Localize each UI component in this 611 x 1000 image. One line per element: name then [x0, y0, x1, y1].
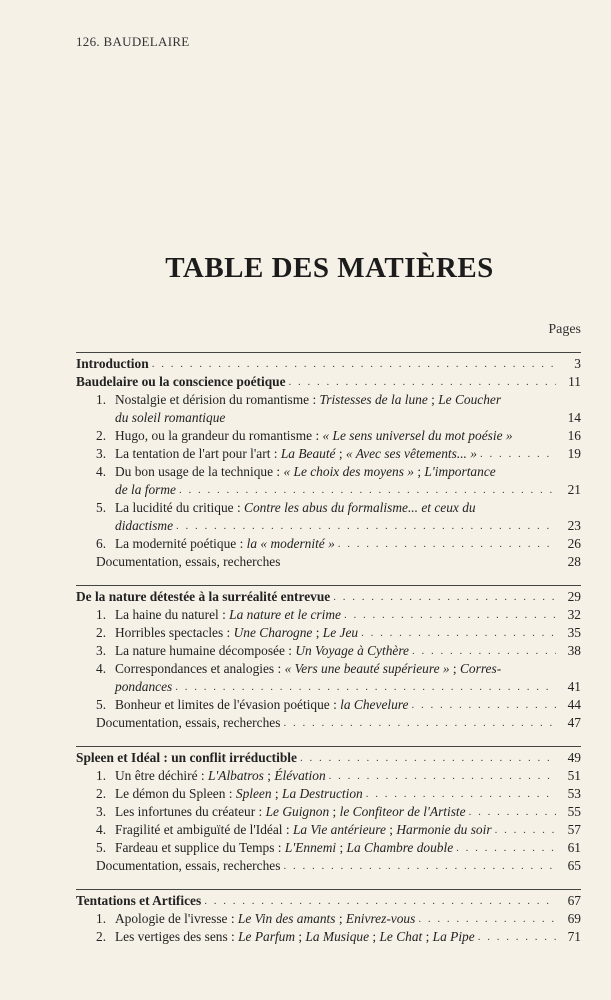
toc-entry-continuation: du soleil romantique 14 — [115, 410, 581, 425]
page-number: 51 — [567, 768, 581, 783]
page-number: 28 — [567, 554, 581, 569]
table-of-contents — [76, 352, 581, 946]
dot-leader — [283, 857, 556, 875]
page-number: 19 — [567, 446, 581, 461]
toc-entry-documentation: Documentation, essais, recherches . . . 65 — [76, 857, 581, 875]
page-number: 32 — [567, 607, 581, 622]
dot-leader — [152, 355, 556, 373]
dot-leader — [478, 928, 556, 946]
pages-column-label: Pages — [548, 322, 581, 337]
page-number: 71 — [567, 929, 581, 944]
page-number: 38 — [567, 643, 581, 658]
toc-entry: 5. La lucidité du critique : Contre les abus du formalisme... et ceux du — [96, 500, 476, 515]
toc-entry: 3. Les infortunes du créateur : Le Guignon ; le Confiteor de l'Artiste . . . 55 — [76, 803, 581, 821]
toc-section-heading: De la nature détestée à la surréalité entrevue . . . 29 — [76, 588, 581, 606]
page-number: 44 — [567, 697, 581, 712]
toc-entry-continuation: didactisme . . . 23 — [76, 517, 581, 535]
dot-leader — [329, 767, 556, 785]
page-number: 55 — [567, 804, 581, 819]
toc-entry: 1. La haine du naturel : La nature et le crime . . . 32 — [76, 606, 581, 624]
page-number: 14 — [567, 410, 581, 425]
running-header: 126. BAUDELAIRE — [76, 34, 190, 49]
dot-leader — [283, 714, 556, 732]
dot-leader — [338, 535, 556, 553]
toc-entry: 2. Horribles spectacles : Une Charogne ; Le Jeu . . . 35 — [76, 624, 581, 642]
dot-leader — [176, 517, 556, 535]
toc-entry: 1. Nostalgie et dérision du romantisme : Tristesses de la lune ; Le Coucher — [96, 392, 502, 407]
page-number: 11 — [568, 374, 581, 389]
page-title: TABLE DES MATIÈRES — [165, 252, 494, 284]
page-number: 29 — [567, 589, 581, 604]
dot-leader — [344, 606, 556, 624]
toc-entry-documentation: Documentation, essais, recherches . . . 47 — [76, 714, 581, 732]
toc-section-4 — [76, 889, 581, 946]
page-number: 26 — [567, 536, 581, 551]
page-number: 57 — [567, 822, 581, 837]
dot-leader — [412, 642, 556, 660]
toc-entry: 3. La tentation de l'art pour l'art : La Beauté ; « Avec ses vêtements... » . . . 19 — [76, 445, 581, 463]
toc-entry: 5. Bonheur et limites de l'évasion poétique : la Chevelure . . . 44 — [76, 696, 581, 714]
page-number: 65 — [567, 858, 581, 873]
dot-leader — [411, 696, 556, 714]
toc-entry-continuation: pondances . . . 41 — [76, 678, 581, 696]
dot-leader — [366, 785, 556, 803]
dot-leader — [480, 445, 556, 463]
dot-leader — [456, 839, 556, 857]
dot-leader — [361, 624, 556, 642]
toc-entry-introduction: Introduction . . . 3 — [76, 355, 581, 373]
toc-entry: 2. Les vertiges des sens : Le Parfum ; La Musique ; Le Chat ; La Pipe . . . 71 — [76, 928, 581, 946]
page-number: 35 — [567, 625, 581, 640]
toc-entry-documentation: Documentation, essais, recherches 28 — [96, 554, 581, 569]
toc-section-heading: Spleen et Idéal : un conflit irréductible . . . 49 — [76, 749, 581, 767]
dot-leader — [469, 803, 556, 821]
dot-leader — [333, 588, 556, 606]
toc-entry: 2. Hugo, ou la grandeur du romantisme : « Le sens universel du mot poésie » 16 — [96, 428, 581, 443]
toc-entry: 2. Le démon du Spleen : Spleen ; La Destruction . . . 53 — [76, 785, 581, 803]
toc-entry: 4. Correspondances et analogies : « Vers une beauté supérieure » ; Corres- — [96, 661, 502, 676]
page-number: 49 — [567, 750, 581, 765]
page-number: 69 — [567, 911, 581, 926]
toc-entry: 6. La modernité poétique : la « modernité » . . . 26 — [76, 535, 581, 553]
page-number: 67 — [567, 893, 581, 908]
dot-leader — [300, 749, 556, 767]
dot-leader — [179, 481, 556, 499]
toc-section-1 — [76, 352, 581, 571]
dot-leader — [204, 892, 556, 910]
page-number: 41 — [567, 679, 581, 694]
toc-entry: 4. Fragilité et ambiguïté de l'Idéal : La Vie antérieure ; Harmonie du soir . . . 57 — [76, 821, 581, 839]
page-number: 53 — [567, 786, 581, 801]
toc-entry-continuation: de la forme . . . 21 — [76, 481, 581, 499]
dot-leader — [495, 821, 556, 839]
toc-section-heading: Tentations et Artifices . . . 67 — [76, 892, 581, 910]
toc-section-2 — [76, 585, 581, 732]
dot-leader — [418, 910, 556, 928]
toc-entry: 5. Fardeau et supplice du Temps : L'Ennemi ; La Chambre double . . . 61 — [76, 839, 581, 857]
toc-entry: 1. Un être déchiré : L'Albatros ; Élévation . . . 51 — [76, 767, 581, 785]
toc-section-heading: Baudelaire ou la conscience poétique . . . 11 — [76, 373, 581, 391]
toc-section-3 — [76, 746, 581, 875]
page-number: 47 — [567, 715, 581, 730]
toc-entry: 3. La nature humaine décomposée : Un Voyage à Cythère . . . 38 — [76, 642, 581, 660]
page-number: 21 — [567, 482, 581, 497]
toc-entry: 1. Apologie de l'ivresse : Le Vin des amants ; Enivrez-vous . . . 69 — [76, 910, 581, 928]
page-number: 3 — [574, 356, 581, 371]
toc-entry: 4. Du bon usage de la technique : « Le choix des moyens » ; L'importance — [96, 464, 496, 479]
dot-leader — [175, 678, 556, 696]
dot-leader — [289, 373, 556, 391]
page-number: 16 — [567, 428, 581, 443]
page-number: 61 — [567, 840, 581, 855]
page-number: 23 — [567, 518, 581, 533]
